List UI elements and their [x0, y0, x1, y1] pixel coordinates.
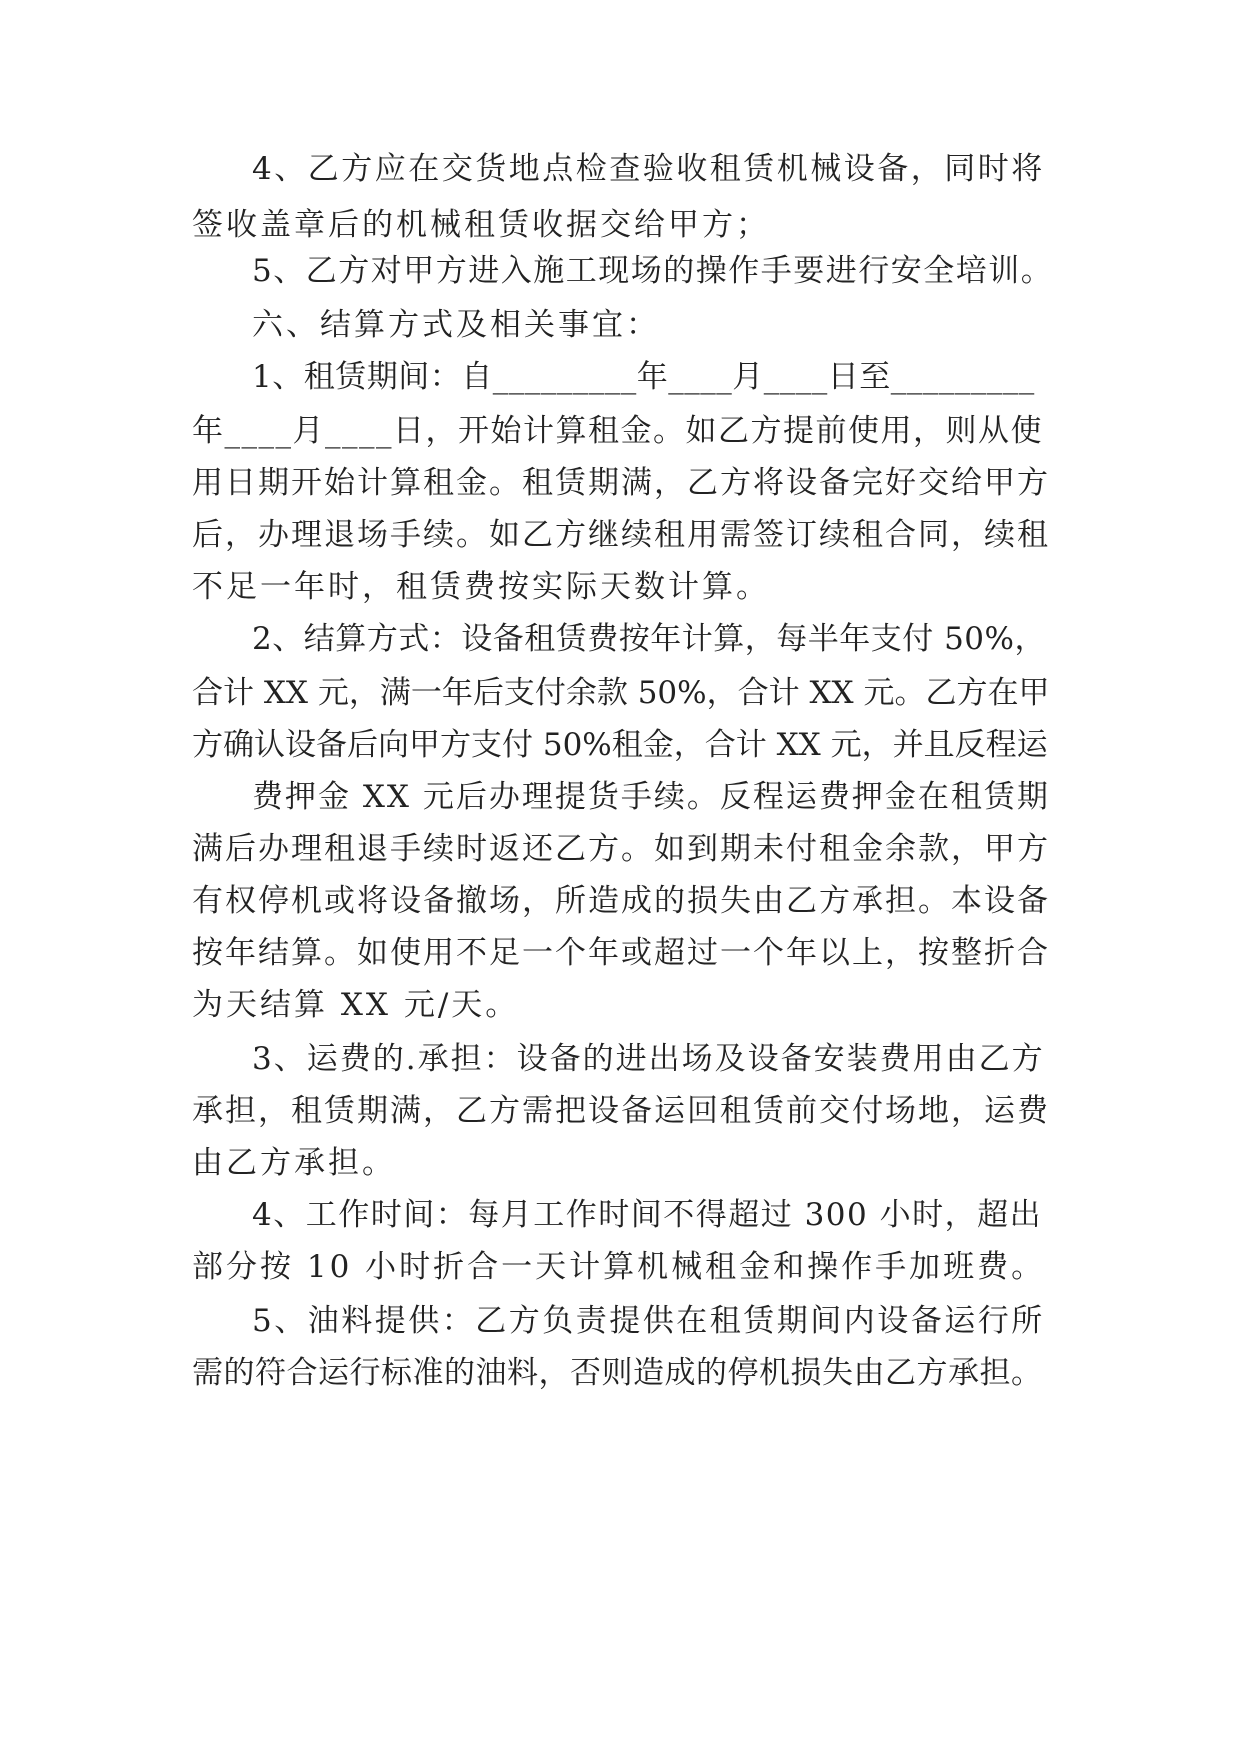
paragraph-line: 后，办理退场手续。如乙方继续租用需签订续租合同，续租: [192, 517, 1050, 553]
section-heading: 六、结算方式及相关事宜：: [252, 307, 660, 343]
paragraph-line: 不足一年时，租赁费按实际天数计算。: [192, 569, 770, 605]
paragraph-line: 签收盖章后的机械租赁收据交给甲方；: [192, 207, 770, 243]
paragraph-line: 1、租赁期间：自_________年____月____日至_________: [252, 359, 1035, 395]
paragraph-line: 3、运费的.承担：设备的进出场及设备安装费用由乙方: [252, 1041, 1045, 1077]
paragraph-line: 满后办理租退手续时返还乙方。如到期未付租金余款，甲方: [192, 831, 1050, 867]
paragraph-line: 有权停机或将设备撤场，所造成的损失由乙方承担。本设备: [192, 883, 1050, 919]
paragraph-line: 合计 XX 元，满一年后支付余款 50%，合计 XX 元。乙方在甲: [192, 675, 1050, 711]
paragraph-line: 按年结算。如使用不足一个年或超过一个年以上，按整折合: [192, 935, 1050, 971]
paragraph-line: 承担，租赁期满，乙方需把设备运回租赁前交付场地，运费: [192, 1093, 1050, 1129]
paragraph-line: 为天结算 XX 元/天。: [192, 987, 520, 1023]
paragraph-line: 年____月____日，开始计算租金。如乙方提前使用，则从使: [192, 413, 1043, 449]
paragraph-line: 费押金 XX 元后办理提货手续。反程运费押金在租赁期: [252, 779, 1050, 815]
paragraph-line: 5、油料提供：乙方负责提供在租赁期间内设备运行所: [252, 1303, 1045, 1339]
paragraph-line: 4、工作时间：每月工作时间不得超过 300 小时，超出: [252, 1197, 1043, 1233]
paragraph-line: 用日期开始计算租金。租赁期满，乙方将设备完好交给甲方: [192, 465, 1050, 501]
paragraph-line: 由乙方承担。: [192, 1145, 396, 1181]
paragraph-line: 2、结算方式：设备租赁费按年计算，每半年支付 50%，: [252, 621, 1046, 657]
paragraph-line: 需的符合运行标准的油料，否则造成的停机损失由乙方承担。: [192, 1355, 1043, 1391]
paragraph-line: 部分按 10 小时折合一天计算机械租金和操作手加班费。: [192, 1249, 1046, 1285]
paragraph-line: 4、乙方应在交货地点检查验收租赁机械设备，同时将: [252, 151, 1045, 187]
paragraph-line: 5、乙方对甲方进入施工现场的操作手要进行安全培训。: [252, 253, 1054, 289]
paragraph-line: 方确认设备后向甲方支付 50%租金，合计 XX 元，并且反程运: [192, 727, 1048, 763]
